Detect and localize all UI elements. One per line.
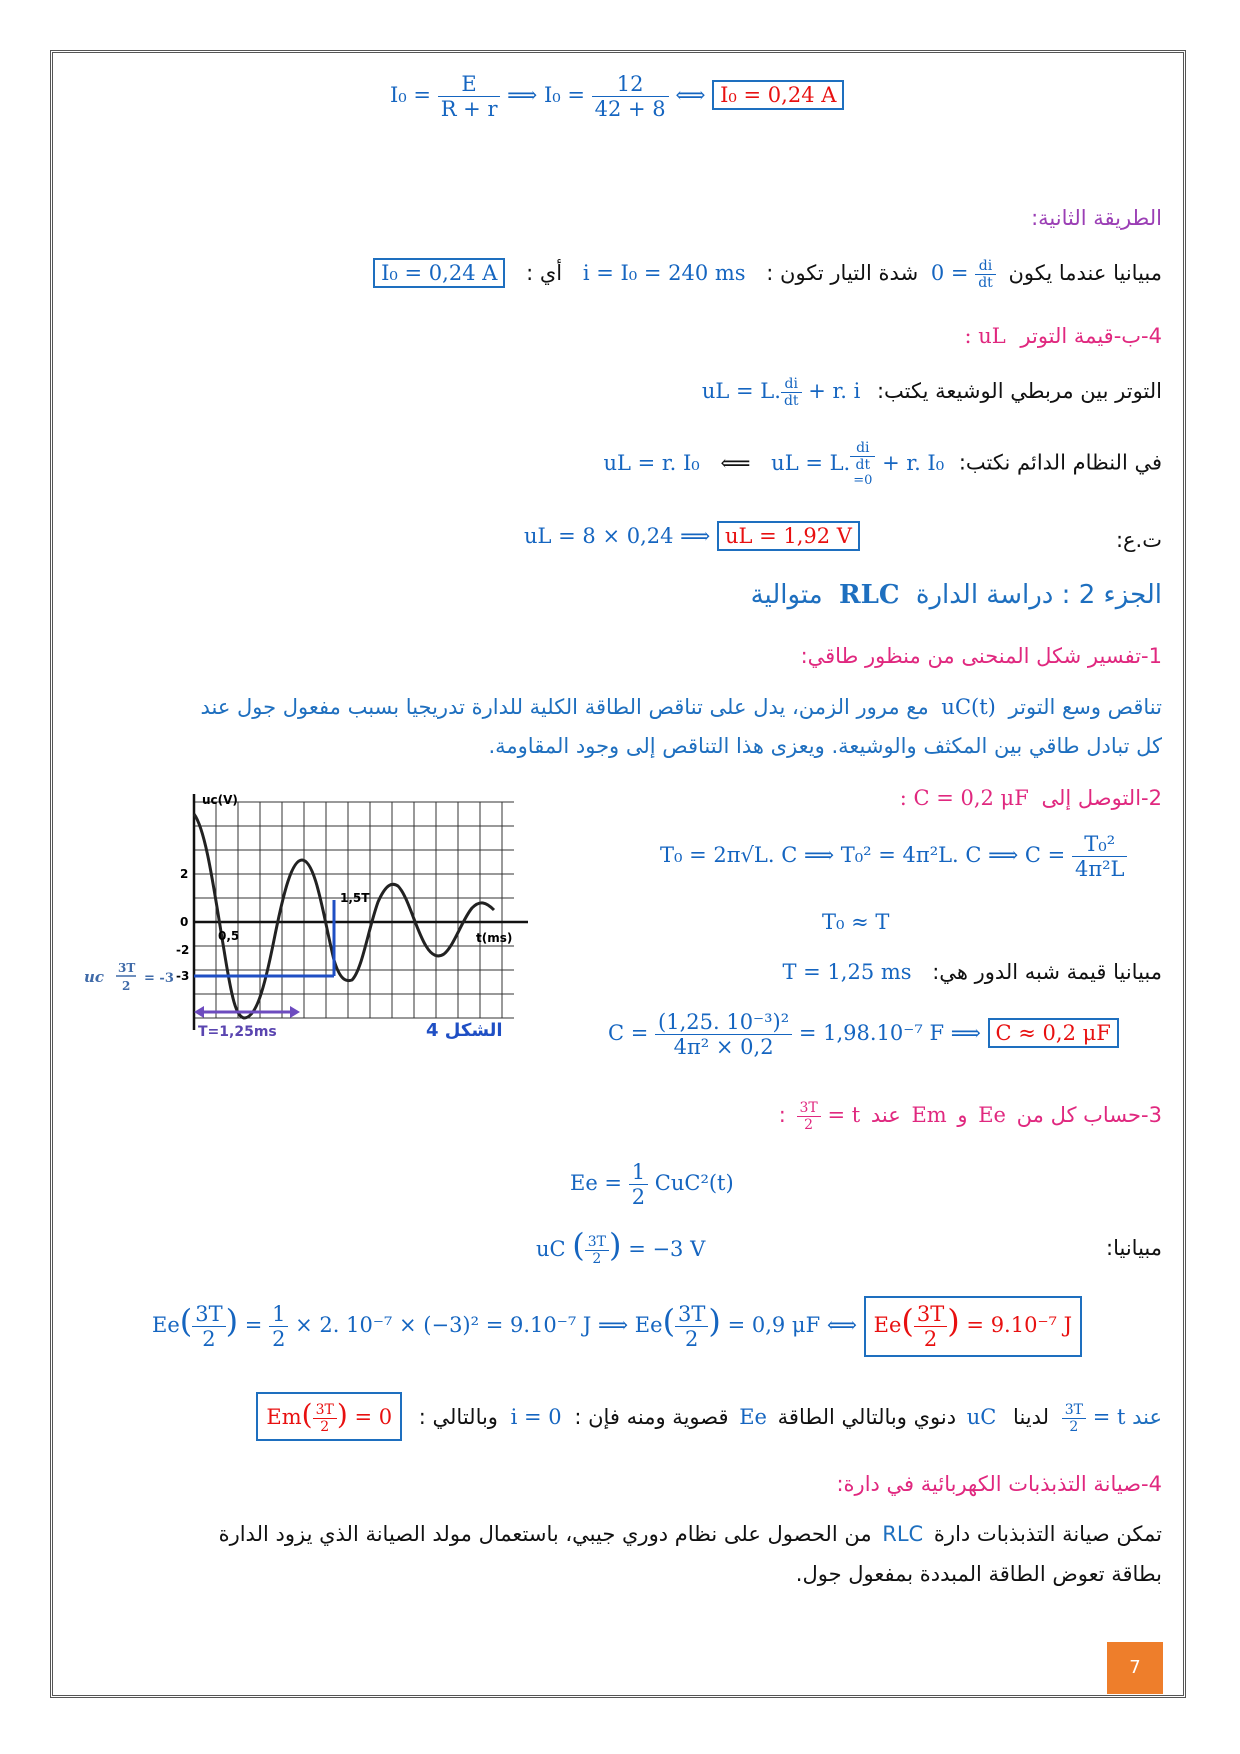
q2-period-line [782, 960, 1162, 984]
ee-rhs: CuC²(t) [654, 1171, 734, 1195]
q2-eq1 [660, 832, 1127, 881]
result-box-i0: I₀ = 0,24 A [712, 80, 844, 110]
arrow-left: ⟸ [720, 450, 751, 475]
frac-den: dt [978, 275, 993, 291]
frac-num: di [850, 440, 875, 457]
q3-heading-ee: Ee [978, 1103, 1006, 1127]
frac-den: 2 [202, 1327, 216, 1351]
result-box-method2: I₀ = 0,24 A [373, 258, 505, 288]
frac-num: di [975, 258, 996, 275]
em-text-then: وبالتالي : [418, 1405, 498, 1429]
eq-i0-mid: ⟹ I₀ = [507, 83, 585, 107]
page-number: 7 [1107, 1642, 1163, 1694]
part2-heading-post: متوالية [750, 580, 823, 610]
figure-uc-graph [84, 790, 544, 1070]
em-text-max: قصوية ومنه فإن : [574, 1405, 729, 1429]
q2-heading-sym: C = 0,2 μF : [899, 786, 1029, 810]
frac-num: 1 [629, 1160, 648, 1185]
frac-num: 1 [269, 1302, 288, 1327]
q4-heading: 4-صيانة التذبذبات الكهربائية في دارة: [836, 1472, 1162, 1496]
uc-eq-rhs: = −3 V [628, 1237, 706, 1261]
q4-line1-pre: تمكن صيانة التذبذبات دارة [933, 1522, 1162, 1546]
frac-den: 42 + 8 [594, 97, 666, 121]
eq-i0-lhs: I₀ = [390, 83, 431, 107]
tick-m3: -3 [176, 969, 190, 983]
frac-num: 3T [675, 1302, 708, 1327]
equiv-symbol: ⟺ [675, 83, 706, 107]
uc-eq-lhs: uC [536, 1237, 566, 1261]
graph-grid [194, 802, 514, 1018]
frac-num: T₀² [1072, 832, 1128, 857]
fraction-e-over-rr [438, 72, 501, 121]
q1-line1-sym: uC(t) [941, 695, 996, 719]
em-t: t = [1092, 1405, 1126, 1429]
eq-b-post: + r. I₀ [882, 450, 945, 475]
frac-den: dt [783, 393, 799, 409]
ee-lhs: Ee = [570, 1171, 623, 1195]
ee-calc-mid: × 2. 10⁻⁷ × (−3)² = 9.10⁻⁷ J ⟹ Ee [295, 1313, 663, 1337]
uc-value: = -3 [144, 971, 174, 986]
y-axis-label: uc(V) [202, 793, 238, 807]
q3-heading-em: Em [911, 1103, 947, 1127]
q3-heading-t [790, 1100, 861, 1133]
section4b-heading [964, 324, 1162, 348]
em-text-mid: دنوي وبالتالي الطاقة [777, 1405, 957, 1429]
heading-t: t = [827, 1103, 861, 1127]
em-text-i: i = 0 [510, 1405, 562, 1429]
method2-text-mid: شدة التيار تكون : [766, 261, 919, 285]
frac-den: 2 [631, 1185, 646, 1209]
frac-den: R + r [440, 97, 498, 121]
num-app-eq-text: uL = 8 × 0,24 ⟹ [524, 524, 711, 548]
q1-line1 [200, 695, 1162, 719]
q4-line1 [219, 1522, 1162, 1546]
frac-num: di [781, 376, 802, 393]
q3-heading-at: عند [870, 1103, 901, 1127]
method2-line [373, 258, 1162, 291]
result-box-ul: uL = 1,92 V [717, 521, 860, 551]
q1-heading: 1-تفسير شكل المنحنى من منظور طاقي: [800, 644, 1162, 668]
ee-calc-lhs: Ee [152, 1313, 180, 1337]
num-app-eq [524, 524, 860, 548]
q2-eq3 [608, 1010, 1119, 1059]
em-text-uc: uC [966, 1405, 997, 1429]
ee-calc-mid2: = 0,9 μF ⟺ [727, 1313, 857, 1337]
q1-line2: كل تبادل طاقي بين المكثف والوشيعة. ويعزى هذا التناقص إلى وجود المقاومة. [488, 734, 1162, 758]
q4-line2: بطاقة تعوض الطاقة المبددة بمفعول جول. [795, 1562, 1162, 1586]
result-box-em: Em( $\frac{3T}{2}$ ) = 0 [256, 1392, 402, 1441]
frac-den: 2 [592, 1251, 602, 1267]
result-box-c: C ≈ 0,2 μF [988, 1018, 1119, 1048]
q4-line1-post: من الحصول على نظام دوري جيبي، باستعمال مولد الصيانة الذي يزود الدارة [218, 1522, 872, 1546]
q1-line1-pre: تناقص وسع التوتر [1008, 695, 1162, 719]
uc-frac-den: 2 [122, 979, 131, 993]
figure-caption: الشكل 4 [426, 1020, 503, 1041]
uc-curve [194, 814, 494, 1018]
method2-eq-i: i = I₀ = 240 ms [582, 261, 746, 285]
q3-heading-and: و [957, 1103, 968, 1127]
method2-text-ay: أي : [526, 261, 563, 285]
method2-condition [924, 258, 996, 291]
eq-b-pre: uL = L. [771, 450, 851, 475]
frac-den: 2 [923, 1327, 938, 1351]
marker-15t-label: 1,5T [340, 891, 370, 905]
section4b-line2 [603, 440, 1162, 488]
ee-formula [570, 1160, 734, 1209]
tick-2: 2 [180, 867, 189, 881]
frac-den: dt [855, 457, 871, 473]
frac-den: 2 [685, 1327, 699, 1351]
em-text-at: عند [1132, 1405, 1162, 1429]
method2-text-pre: مبيانيا عندما يكون [1008, 261, 1162, 285]
frac-num: (1,25. 10⁻³)² [655, 1010, 792, 1035]
q3-heading-pre: 3-حساب كل من [1016, 1103, 1162, 1127]
zero-label: =0 [853, 473, 873, 488]
tick-m2: -2 [176, 943, 190, 957]
frac-den: 2 [272, 1327, 286, 1351]
eq-post: + r. i [808, 379, 861, 403]
num-app-label: ت.ع: [1115, 528, 1162, 552]
period-label: T=1,25ms [198, 1024, 277, 1040]
frac-den: 4π²L [1074, 857, 1125, 881]
frac-den: 2 [804, 1117, 814, 1133]
q2-heading-text: 2-التوصل إلى [1041, 786, 1162, 810]
part2-heading-bold: RLC [838, 580, 900, 610]
method2-heading: الطريقة الثانية: [1031, 206, 1162, 230]
ee-res-rhs: = 9.10⁻⁷ J [966, 1313, 1073, 1337]
equation-i0 [390, 72, 844, 121]
ee-calc: Ee( $\frac{3T}{2}$ ) = $\frac{1}{2}$ × 2. 10⁻⁷ × (−3)² = 9.10⁻⁷ J ⟹ Ee( $\frac{3T}{2}$ ) = 0,9 μF ⟺ Ee( $\frac{3T}{2}$ ) = 9.10⁻⁷ J [152, 1296, 1082, 1357]
eq-pre: uL = L. [701, 379, 781, 403]
eq3-mid: = 1,98.10⁻⁷ F ⟹ [798, 1021, 981, 1045]
period-arrow-right-head [290, 1006, 300, 1018]
frac-den: 2 [320, 1419, 330, 1435]
fraction-12-over-50 [592, 72, 669, 121]
frac-num: E [438, 72, 501, 97]
section4b-symbol: uL : [964, 324, 1006, 348]
x-axis-label: t(ms) [476, 931, 513, 945]
em-text-t [1055, 1402, 1126, 1435]
line2-eq [603, 440, 945, 488]
q3-heading [779, 1100, 1162, 1133]
uc-eq: uC ( $\frac{3T}{2}$ ) = −3 V [536, 1226, 706, 1267]
q2-eq1-text: T₀ = 2π√L. C ⟹ T₀² = 4π²L. C ⟹ C = [660, 843, 1066, 867]
em-res-rhs: = 0 [354, 1405, 393, 1429]
cond-rhs: = 0 [930, 261, 969, 285]
uc-frac-num: 3T [118, 961, 136, 975]
period-arrow-left-head [194, 1006, 204, 1018]
q2-eq2: T₀ ≈ T [822, 910, 890, 934]
section4b-heading-text: 4-ب-قيمة التوتر [1020, 324, 1162, 348]
line1-text: التوتر بين مربطي الوشيعة يكتب: [876, 379, 1162, 403]
frac-num: 3T [1062, 1402, 1086, 1419]
frac-num: 3T [914, 1302, 947, 1327]
frac-num: 3T [192, 1302, 225, 1327]
frac-num: 3T [313, 1402, 337, 1419]
q3-heading-end: : [778, 1103, 786, 1127]
period-eq: T = 1,25 ms [782, 960, 912, 984]
result-box-ee: Ee( $\frac{3T}{2}$ ) = 9.10⁻⁷ J [864, 1296, 1082, 1357]
frac-den: 2 [1069, 1419, 1079, 1435]
eq3-lhs: C = [608, 1021, 649, 1045]
frac-den: 4π² × 0,2 [673, 1035, 774, 1059]
tick-05: 0,5 [218, 929, 240, 943]
q1-line1-post: مع مرور الزمن، يدل على تناقص الطاقة الكلية للدارة تدريجيا بسبب مفعول جول عند [200, 695, 929, 719]
q4-line1-rlc: RLC [882, 1522, 924, 1546]
period-text: مبيانيا قيمة شبه الدور هي: [932, 960, 1162, 984]
eq-a: uL = r. I₀ [603, 450, 700, 475]
part2-heading [751, 580, 1162, 610]
part2-heading-pre: الجزء 2 : دراسة الدارة [915, 580, 1162, 610]
q2-heading [900, 786, 1162, 810]
frac-num: 3T [797, 1100, 821, 1117]
section4b-line1 [702, 376, 1162, 409]
em-res-lhs: Em [266, 1405, 302, 1429]
tick-0: 0 [180, 915, 189, 929]
em-text-ee: Ee [739, 1405, 767, 1429]
em-line [256, 1392, 1162, 1441]
ee-res-lhs: Ee [873, 1313, 902, 1337]
em-text-have: لدينا [1013, 1405, 1050, 1429]
frac-num: 12 [592, 72, 669, 97]
frac-num: 3T [585, 1234, 609, 1251]
line2-text: في النظام الدائم نكتب: [958, 450, 1162, 475]
graph-reading-label: مبيانيا: [1106, 1236, 1162, 1260]
uc-label: uc [84, 968, 105, 986]
line1-eq [701, 376, 861, 409]
